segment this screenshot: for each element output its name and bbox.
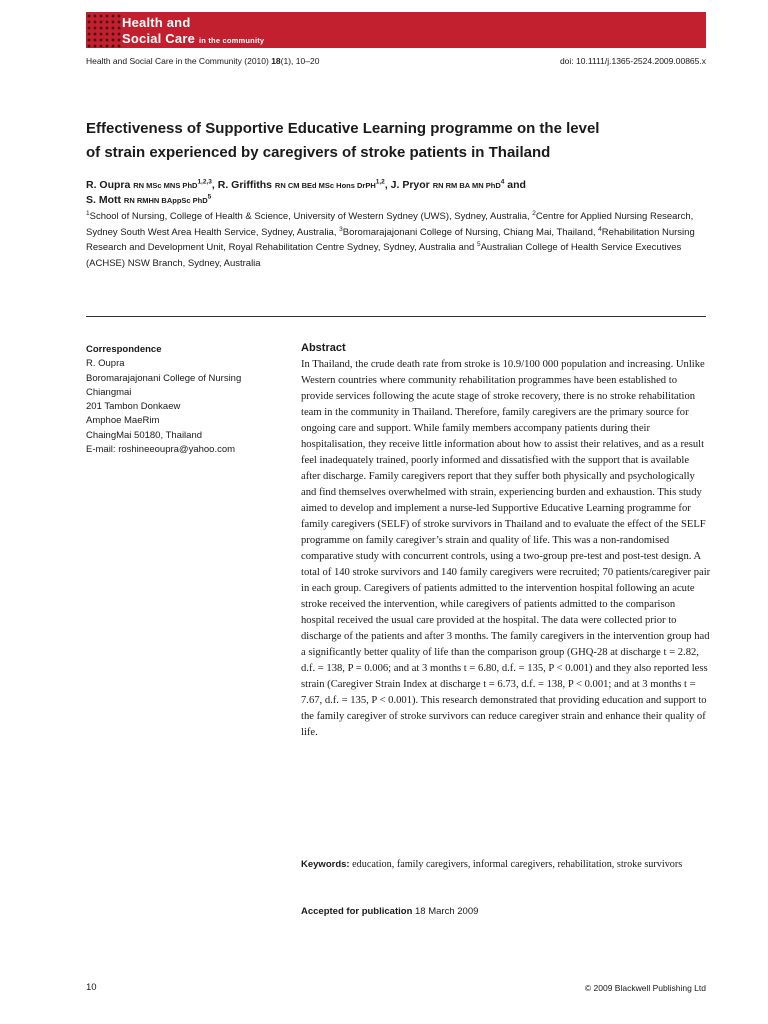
masthead-subtitle: in the community [199, 36, 265, 45]
affiliation-text: Boromarajajonani College of Nursing, Chiang Mai, Thailand, [342, 226, 599, 238]
accepted-date-value: 18 March 2009 [412, 906, 479, 917]
author-affiliation-mark: 4 [500, 178, 505, 186]
author-separator: , [211, 179, 218, 191]
affiliation-text: Australian College of Health Service Executives (ACHSE) NSW Branch, Sydney, Australia [86, 242, 682, 269]
author-degrees: RN RMHN BAppSc PhD [123, 196, 208, 205]
keywords-label: Keywords: [301, 859, 350, 870]
masthead-title-line2 [122, 31, 264, 46]
running-head-citation [86, 56, 319, 66]
masthead-texture [86, 12, 122, 48]
author-affiliation-mark: 1,2 [375, 178, 385, 186]
correspondence-block [86, 343, 286, 457]
author-name: S. Mott [86, 194, 121, 206]
correspondence-line: 201 Tambon Donkaew [86, 401, 181, 413]
keywords [301, 857, 711, 873]
author-degrees: RN CM BEd MSc Hons DrPH [274, 181, 376, 190]
affiliation-mark: 2 [532, 209, 536, 217]
affiliation-mark: 3 [339, 225, 343, 233]
section-divider [86, 316, 706, 317]
accepted-date [301, 906, 478, 917]
affiliation-text: Rehabilitation Nursing Research and Development Unit, Royal Rehabilitation Centre Sydney, Sydney, Australia and [86, 226, 695, 254]
journal-issue-pages: (1), 10–20 [280, 56, 320, 66]
masthead-title-line1: Health and [122, 15, 191, 30]
author-separator: and [504, 179, 526, 191]
abstract-body [301, 357, 711, 741]
affiliation-mark: 1 [86, 209, 90, 217]
abstract-heading: Abstract [301, 342, 346, 354]
author-name: R. Oupra [86, 179, 131, 191]
correspondence-line: R. Oupra [86, 358, 125, 370]
affiliation-mark: 4 [598, 225, 602, 233]
correspondence-line: Chiangmai [86, 386, 132, 398]
journal-masthead [86, 12, 706, 48]
running-head-doi: doi: 10.1111/j.1365-2524.2009.00865.x [559, 56, 706, 66]
correspondence-line: Boromarajajonani College of Nursing [86, 372, 242, 384]
masthead-title-line2-text: Social Care [122, 31, 196, 46]
article-title-line1: Effectiveness of Supportive Educative Learning programme on the level [86, 120, 600, 137]
article-title [86, 117, 686, 165]
author-list [86, 178, 706, 208]
correspondence-heading: Correspondence [86, 344, 162, 355]
affiliation-text: School of Nursing, College of Health & Science, University of Western Sydney (UWS), Sydney, Australia, [89, 211, 533, 222]
article-title-line2: of strain experienced by caregivers of stroke patients in Thailand [86, 144, 551, 161]
author-separator: , [384, 179, 391, 191]
keywords-text: education, family caregivers, informal caregivers, rehabilitation, stroke survivors [349, 859, 683, 870]
author-affiliation-mark: 5 [207, 193, 212, 201]
correspondence-line: Amphoe MaeRim [86, 415, 160, 427]
author-name: J. Pryor [390, 179, 430, 191]
affiliation-text: Centre for Applied Nursing Research, Sydney South West Area Health Service, Sydney, Australia, [86, 211, 694, 238]
journal-name: Health and Social Care in the Community (2010) [86, 56, 272, 66]
journal-volume: 18 [271, 56, 281, 66]
affiliations [86, 209, 706, 271]
affiliation-mark: 5 [476, 241, 481, 249]
correspondence-line: ChaingMai 50180, Thailand [86, 429, 203, 441]
copyright-notice: © 2009 Blackwell Publishing Ltd [584, 983, 706, 993]
accepted-label: Accepted for publication [301, 906, 413, 917]
abstract-text: In Thailand, the crude death rate from stroke is 10.9/100 000 population and increasing. Unlike Western countries where community rehabilitation programmes have been established to provide services following the acute stage of stroke recovery, there is no stroke rehabilitation team in the community in Thailand. Therefore, family caregivers are the primary source for ongoing care and support. While family members accompany patients during their hospitalisation, they receive little information about how to assist their relatives, and as a result feel inadequately trained, poorly informed and dissatisfied with the support that is available after discharge. Family caregivers report that they suffer both physically and psychologically and find themselves overwhelmed with strain, experiencing burden and exhaustion. This study aimed to develop and implement a nurse-led Supportive Educative Learning programme for family caregivers (SELF) of stroke survivors in Thailand and to evaluate the effect of the SELF programme on family caregiver’s strain and quality of life. This was a non-randomised comparative study with concurrent controls, using a two-group pre-test and post-test design. A total of 140 stroke survivors and 140 family caregivers were recruited; 70 patients/caregiver pair in each group. Caregivers of patients admitted to the intervention hospital following an acute stroke received the intervention, while caregivers of patients admitted to the comparison hospital received the usual care provided at the hospital. The data were collected prior to discharge of the patients and after 3 months. The family caregivers in the intervention group had a significantly better quality of life than the comparison group (GHQ-28 at discharge t = 2.82, d.f. = 138, P = 0.006; and at 3 months t = 6.80, d.f. = 135, P < 0.001) and they also reported less strain (Caregiver Strain Index at discharge t = 6.73, d.f. = 138, P < 0.001; and at 3 months t = 7.67, d.f. = 135, P < 0.001). This research demonstrated that providing education and support to the family caregiver of stroke survivors can reduce caregiver strain and enhance their quality of life. [301, 359, 711, 738]
author-name: R. Griffiths [217, 179, 272, 191]
page-number: 10 [86, 982, 97, 993]
correspondence-email: E-mail: roshineeoupra@yahoo.com [86, 444, 236, 456]
author-degrees: RN RM BA MN PhD [432, 181, 501, 190]
author-degrees: RN MSc MNS PhD [133, 181, 198, 190]
author-affiliation-mark: 1,2,3 [197, 178, 212, 186]
